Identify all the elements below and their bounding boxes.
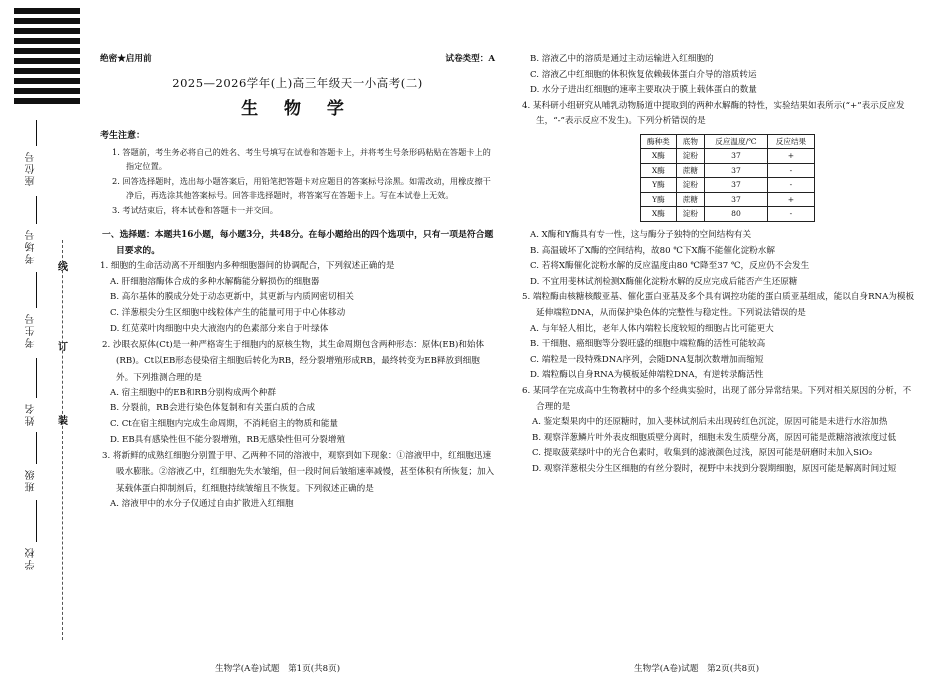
table-cell: 淀粉 (676, 178, 704, 193)
school-label: 学校 (26, 546, 37, 570)
question-option: C. Ct在宿主细胞内完成生命周期，不消耗宿主的物质和能量 (110, 419, 339, 430)
school-underline (36, 500, 37, 542)
seat-label: 座位号 (26, 150, 37, 186)
table-cell: X酶 (641, 163, 677, 178)
table-cell: 淀粉 (676, 149, 704, 164)
table-cell: + (767, 149, 814, 164)
table-row (641, 149, 815, 164)
question-option: A. 鉴定梨果肉中的还原糖时，加入斐林试剂后未出现砖红色沉淀，原因可能是未进行水浴加热 (532, 417, 888, 428)
table-cell: - (767, 163, 814, 178)
table-header: 酶种类 (641, 134, 677, 149)
question-4 (520, 99, 915, 291)
table-cell: + (767, 192, 814, 207)
question-option: C. 端粒是一段特殊DNA序列，会随DNA复制次数增加而缩短 (530, 354, 764, 365)
table-cell: 37 (704, 149, 767, 164)
examno-label: 考生号 (26, 312, 37, 348)
question-option: A. 肝细胞溶酶体合成的多种水解酶能分解损伤的细胞器 (110, 276, 320, 287)
question-stem: 1. 细胞的生命活动离不开细胞内多种细胞器间的协调配合，下列叙述正确的是 (100, 261, 395, 272)
table-cell: X酶 (641, 149, 677, 164)
table-cell: Y酶 (641, 178, 677, 193)
enzyme-results-table (640, 134, 815, 222)
notice-item: 1. 答题前，考生务必将自己的姓名、考生号填写在试卷和答题卡上，并将考生号条形码粘贴在答题卡上的指定位置。 (112, 146, 491, 172)
exam-title: 2025—2026学年(上)高三年级天一小高考(二) (172, 76, 423, 90)
question-stem: 6. 某同学在完成高中生物教材中的多个经典实验时，出现了部分异常结果。下列对相关原因的分析，不合理的是 (522, 385, 912, 412)
question-6 (520, 384, 915, 478)
notice-item: 3. 考试结束后，将本试卷和答题卡一并交回。 (112, 204, 278, 215)
binding-cut-line (62, 240, 63, 640)
question-option: C. 溶液乙中红细胞的体积恢复依赖载体蛋白介导的溶质转运 (530, 69, 757, 80)
table-header: 反应温度/℃ (704, 134, 767, 149)
question-stem: 3. 将新鲜的成熟红细胞分别置于甲、乙两种不同的溶液中，观察到如下现象：①溶液甲中，红细胞迅速吸水膨胀。②溶液乙中，红细胞先失水皱缩，但一段时间后皱缩速率减慢，甚至体积有所恢复；加入某载体蛋白抑制剂后，红细胞持续皱缩且不恢复。下列叙述正确的是 (102, 451, 495, 494)
table-cell: 蔗糖 (676, 192, 704, 207)
room-label: 考场号 (26, 228, 37, 264)
table-row (641, 207, 815, 222)
room-underline (36, 196, 37, 224)
question-option: B. 溶液乙中的溶质是通过主动运输进入红细胞的 (530, 54, 714, 64)
table-header: 反应结果 (767, 134, 814, 149)
question-option: B. 高尔基体的膜成分处于动态更新中，其更新与内质网密切相关 (110, 292, 354, 303)
question-option: D. 端粒酶以自身RNA为模板延伸端粒DNA，有逆转录酶活性 (530, 370, 764, 381)
notice-title: 考生注意： (100, 131, 146, 142)
question-2 (100, 337, 495, 448)
binding-stripe (14, 78, 80, 84)
binding-margin (0, 0, 80, 688)
question-option: D. EB具有感染性但不能分裂增殖，RB无感染性但可分裂增殖 (110, 434, 346, 445)
question-option: B. 高温破坏了X酶的空间结构，故80 ℃下X酶不能催化淀粉水解 (530, 245, 775, 256)
question-option: A. 溶液甲中的水分子仅通过自由扩散进入红细胞 (110, 498, 294, 509)
question-option: A. 宿主细胞中的EB和RB分别构成两个种群 (110, 387, 276, 398)
question-1 (100, 259, 495, 337)
examno-underline (36, 272, 37, 308)
class-label: 班级 (26, 468, 37, 492)
binding-stripe (14, 38, 80, 44)
question-option: C. 提取菠菜绿叶中的光合色素时，收集到的滤液颜色过浅，原因可能是研磨时未加入SiO₂ (532, 448, 873, 459)
question-stem: 5. 端粒酶由核糖核酸亚基、催化蛋白亚基及多个具有调控功能的蛋白质亚基组成，能以自身RNA为模板延伸端粒DNA，从而保护染色体的完整性与稳定性。下列说法错误的是 (522, 292, 915, 318)
table-row (641, 192, 815, 207)
question-option: D. 不宜用斐林试剂检测X酶催化淀粉水解的反应完成后能否产生还原糖 (530, 276, 798, 287)
table-cell: 淀粉 (676, 207, 704, 222)
binding-stripe (14, 8, 80, 14)
binding-stripe (14, 48, 80, 54)
question-option: B. 干细胞、癌细胞等分裂旺盛的细胞中端粒酶的活性可能较高 (530, 339, 766, 350)
paper-type: 试卷类型：A (445, 54, 495, 64)
table-cell: - (767, 178, 814, 193)
question-3 (100, 448, 495, 512)
question-option: B. 观察洋葱鳞片叶外表皮细胞质壁分离时，细胞未发生质壁分离，原因可能是蔗糖溶液浓度过低 (532, 432, 897, 443)
table-header: 底物 (676, 134, 704, 149)
question-stem: 4. 某科研小组研究从哺乳动物肠道中提取到的两种水解酶的特性，实验结果如表所示(“+”表示反应发生，“-”表示反应不发生)。下列分析错误的是 (522, 100, 905, 127)
binding-stripe (14, 88, 80, 94)
footer-left-page-number: 生物学(A卷)试题 第1页(共8页) (215, 664, 341, 674)
question-option: D. 水分子进出红细胞的速率主要取决于膜上载体蛋白的数量 (530, 85, 757, 96)
top-row (100, 52, 495, 68)
table-cell: 37 (704, 192, 767, 207)
table-header-row (641, 134, 815, 149)
binding-stripes (14, 8, 80, 108)
binding-stripe (14, 98, 80, 104)
left-column (100, 52, 495, 512)
binding-char-xian: 线 (58, 262, 68, 273)
secret-mark: 绝密★启用前 (100, 54, 152, 64)
right-column (520, 52, 915, 477)
table-cell: X酶 (641, 207, 677, 222)
table-cell: - (767, 207, 814, 222)
question-option: D. 红苋菜叶肉细胞中央大液泡内的色素部分来自于叶绿体 (110, 323, 329, 334)
table-cell: 蔗糖 (676, 163, 704, 178)
question-option: A. X酶和Y酶具有专一性，这与酶分子独特的空间结构有关 (530, 229, 752, 240)
question-option: C. 洋葱根尖分生区细胞中线粒体产生的能量可用于中心体移动 (110, 308, 346, 319)
table-cell: 80 (704, 207, 767, 222)
question-stem: 2. 沙眼衣原体(Ct)是一种严格寄生于细胞内的原核生物，其生命周期包含两种形态：原体(EB)和始体(RB)。Ct以EB形态侵染宿主细胞后转化为RB，经分裂增殖形成RB，最终转变为EB释放到细胞外。下列推测合理的是 (102, 340, 485, 383)
table-row (641, 178, 815, 193)
table-cell: 37 (704, 163, 767, 178)
class-underline (36, 432, 37, 464)
subject-title: 生 物 学 (241, 98, 354, 119)
footer-right-page-number: 生物学(A卷)试题 第2页(共8页) (634, 664, 760, 674)
binding-stripe (14, 68, 80, 74)
seat-underline (36, 120, 37, 146)
notice-item: 2. 回答选择题时，选出每小题答案后，用铅笔把答题卡对应题目的答案标号涂黑。如需改动，用橡皮擦干净后，再选涂其他答案标号。回答非选择题时，将答案写在答题卡上。写在本试卷上无效。 (112, 175, 491, 201)
question-3-continued (520, 52, 915, 99)
table-cell: Y酶 (641, 192, 677, 207)
binding-stripe (14, 58, 80, 64)
question-option: C. 若将X酶催化淀粉水解的反应温度由80 ℃降至37 ℃，反应仍不会发生 (530, 261, 810, 272)
binding-char-zhuang: 装 (58, 416, 68, 427)
section-title: 一、选择题：本题共16小题，每小题3分，共48分。在每小题给出的四个选项中，只有一项是符合题目要求的。 (102, 230, 494, 257)
question-option: D. 观察洋葱根尖分生区细胞的有丝分裂时，视野中未找到分裂期细胞，原因可能是解离时间过短 (532, 463, 897, 474)
notice-list (100, 145, 495, 218)
binding-char-ding: 订 (58, 342, 68, 353)
question-5 (520, 290, 915, 384)
binding-stripe (14, 18, 80, 24)
table-cell: 37 (704, 178, 767, 193)
binding-stripe (14, 28, 80, 34)
name-underline (36, 358, 37, 398)
question-option: B. 分裂前，RB会进行染色体复制和有关蛋白质的合成 (110, 403, 316, 414)
table-row (641, 163, 815, 178)
name-label: 姓名 (26, 402, 37, 426)
question-option: A. 与年轻人相比，老年人体内端粒长度较短的细胞占比可能更大 (530, 323, 774, 334)
